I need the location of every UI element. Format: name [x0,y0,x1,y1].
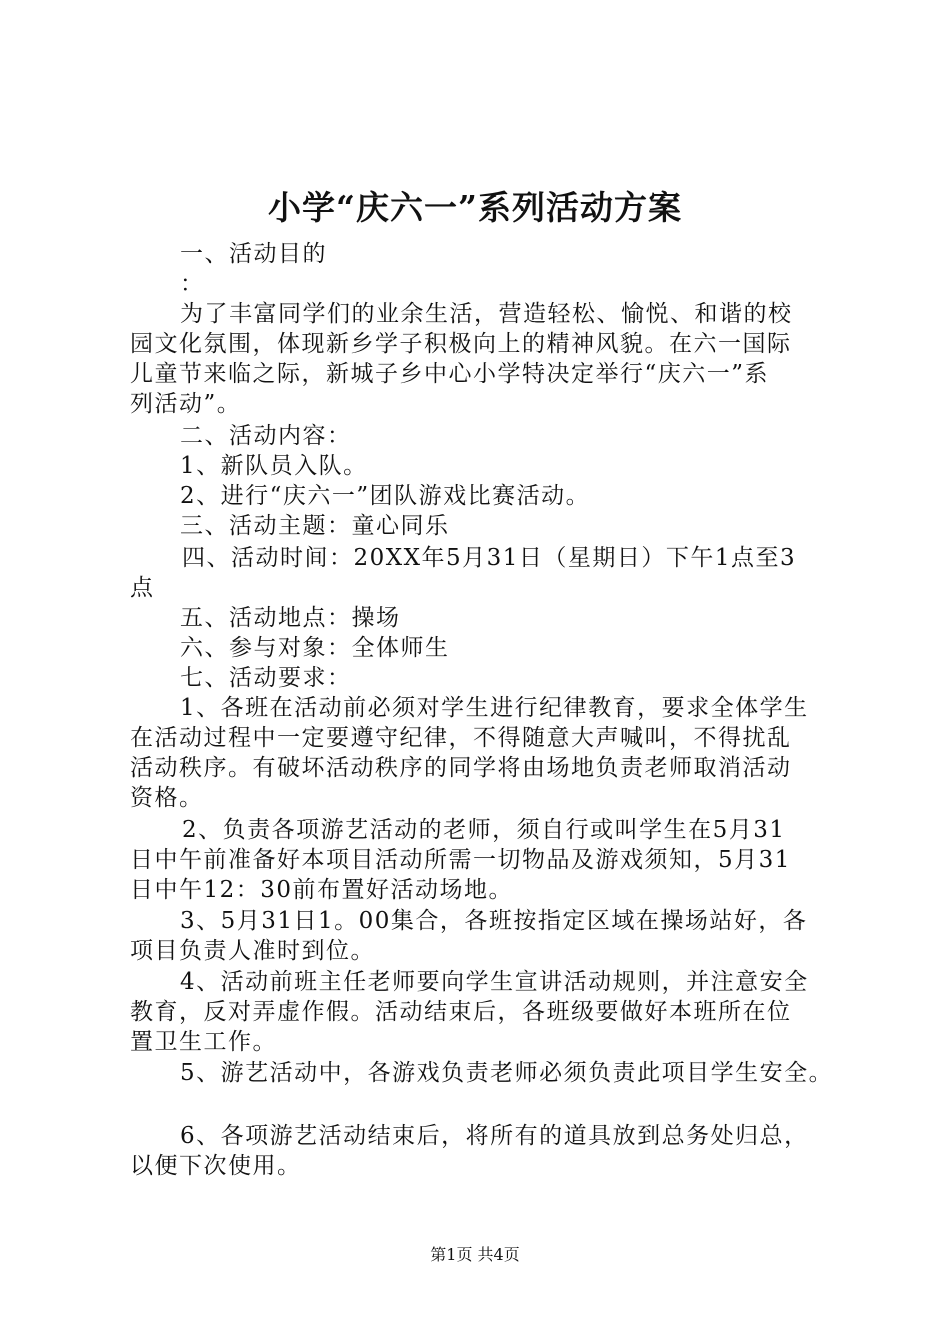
paragraph-line: 1、各班在活动前必须对学生进行纪律教育，要求全体学生 [180,695,809,721]
heading-theme: 三、活动主题：童心同乐 [180,513,450,539]
paragraph-line: 活动秩序。有破坏活动秩序的同学将由场地负责老师取消活动 [130,755,792,781]
paragraph-line: 在活动过程中一定要遵守纪律，不得随意大声喊叫，不得扰乱 [130,725,792,751]
paragraph-line: 为了丰富同学们的业余生活，营造轻松、愉悦、和谐的校 [180,301,793,327]
paragraph-line: 6、各项游艺活动结束后，将所有的道具放到总务处归总， [180,1123,809,1149]
paragraph-line: 4、活动前班主任老师要向学生宣讲活动规则，并注意安全 [180,969,809,995]
paragraph-line: 教育，反对弄虚作假。活动结束后，各班级要做好本班所在位 [130,999,792,1025]
list-item: 1、新队员入队。 [180,453,368,479]
paragraph-line: 5、游艺活动中，各游戏负责老师必须负责此项目学生安全。 [180,1060,834,1086]
paragraph-line: 项目负责人准时到位。 [130,938,375,964]
paragraph-line: 园文化氛围，体现新乡学子积极向上的精神风貌。在六一国际 [130,331,792,357]
paragraph-line: 列活动”。 [130,391,242,417]
paragraph-line: 以便下次使用。 [130,1153,302,1179]
page-footer: 第1页 共4页 [430,1245,520,1264]
text-line: ： [180,271,205,297]
document-title: 小学“庆六一”系列活动方案 [268,188,682,227]
heading-time: 四、活动时间：20XX年5月31日（星期日）下午1点至3 [182,545,797,571]
paragraph-line: 3、5月31日1。00集合，各班按指定区域在操场站好，各 [180,908,808,934]
paragraph-line: 置卫生工作。 [130,1029,277,1055]
heading-location: 五、活动地点：操场 [180,605,401,631]
paragraph-line: 儿童节来临之际，新城子乡中心小学特决定举行“庆六一”系 [130,361,770,387]
heading-purpose: 一、活动目的 [180,241,327,267]
paragraph-line: 日中午前准备好本项目活动所需一切物品及游戏须知，5月31 [130,847,791,873]
paragraph-line: 点 [130,575,155,601]
heading-participants: 六、参与对象：全体师生 [180,635,450,661]
heading-requirements: 七、活动要求： [180,665,352,691]
paragraph-line: 2、负责各项游艺活动的老师，须自行或叫学生在5月31 [182,817,786,843]
list-item: 2、进行“庆六一”团队游戏比赛活动。 [180,483,591,509]
paragraph-line: 资格。 [130,785,204,811]
paragraph-line: 日中午12：30前布置好活动场地。 [130,877,514,903]
heading-content: 二、活动内容： [180,423,352,449]
